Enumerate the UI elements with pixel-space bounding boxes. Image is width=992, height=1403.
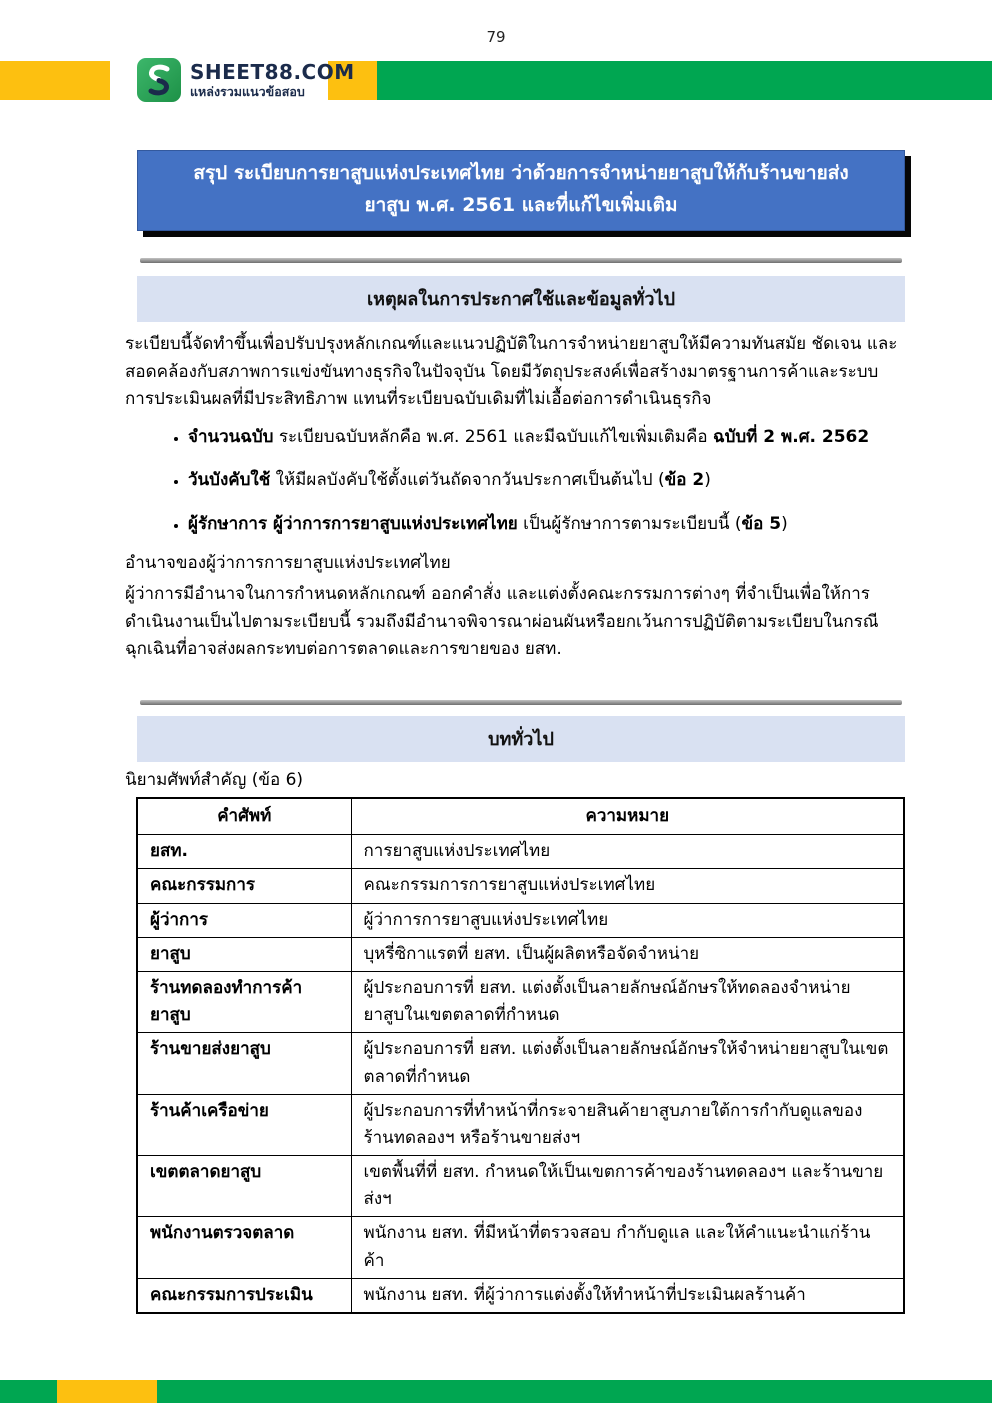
term-cell: ร้านขายส่งยาสูบ: [137, 1033, 351, 1094]
table-row: [137, 937, 904, 971]
term-cell: พนักงานตรวจตลาด: [137, 1217, 351, 1278]
sheet88-logo: [137, 58, 355, 102]
term-cell: ยสท.: [137, 835, 351, 869]
logo-text: [190, 61, 355, 99]
governor-powers-heading: อำนาจของผู้ว่าการการยาสูบแห่งประเทศไทย: [125, 553, 451, 573]
term-cell: ร้านทดลองทำการค้ายาสูบ: [137, 971, 351, 1032]
definition-cell: ผู้ว่าการการยาสูบแห่งประเทศไทย: [351, 903, 904, 937]
table-row: [137, 1033, 904, 1094]
term-cell: เขตตลาดยาสูบ: [137, 1156, 351, 1217]
bullet-item: • ผู้รักษาการ ผู้ว่าการการยาสูบแห่งประเทศไทย เป็นผู้รักษาการตามระเบียบนี้ (ข้อ 5): [188, 511, 918, 537]
sheet88-logo-icon: [137, 58, 181, 102]
definition-cell: พนักงาน ยสท. ที่มีหน้าที่ตรวจสอบ กำกับดูแล และให้คำแนะนำแก่ร้านค้า: [351, 1217, 904, 1278]
page-number: 79: [486, 28, 506, 46]
table-row: [137, 903, 904, 937]
page-footer: [0, 1380, 992, 1403]
header-bar-green-right: [377, 61, 992, 100]
section2-heading: บททั่วไป: [137, 716, 905, 762]
document-title-box: [137, 150, 905, 231]
table-row: [137, 1156, 904, 1217]
document-title-line2: ยาสูบ พ.ศ. 2561 และที่แก้ไขเพิ่มเติม: [364, 194, 678, 217]
footer-bar-green-right: [157, 1380, 992, 1403]
term-cell: ร้านค้าเครือข่าย: [137, 1094, 351, 1155]
definition-cell: พนักงาน ยสท. ที่ผู้ว่าการแต่งตั้งให้ทำหน้าที่ประเมินผลร้านค้า: [351, 1278, 904, 1313]
section1-heading: เหตุผลในการประกาศใช้และข้อมูลทั่วไป: [137, 276, 905, 322]
column-header-term: คำศัพท์: [137, 798, 351, 835]
definition-cell: ผู้ประกอบการที่ ยสท. แต่งตั้งเป็นลายลักษณ์อักษรให้ทดลองจำหน่ายยาสูบในเขตตลาดที่กำหนด: [351, 971, 904, 1032]
definitions-table: [136, 797, 905, 1314]
definition-cell: บุหรี่ซิกาแรตที่ ยสท. เป็นผู้ผลิตหรือจัดจำหน่าย: [351, 937, 904, 971]
table-row: [137, 1094, 904, 1155]
logo-brand-text: SHEET88.COM: [190, 60, 355, 85]
term-cell: คณะกรรมการประเมิน: [137, 1278, 351, 1313]
definition-cell: ผู้ประกอบการที่ทำหน้าที่กระจายสินค้ายาสูบภายใต้การกำกับดูแลของร้านทดลองฯ หรือร้านขายส่งฯ: [351, 1094, 904, 1155]
definitions-table-header-row: [137, 798, 904, 835]
definitions-table-body: [137, 835, 904, 1313]
table-row: [137, 835, 904, 869]
logo-tagline-text: แหล่งรวมแนวข้อสอบ: [190, 84, 305, 100]
definitions-lead: นิยามศัพท์สำคัญ (ข้อ 6): [125, 770, 304, 790]
section1-intro-paragraph: ระเบียบนี้จัดทำขึ้นเพื่อปรับปรุงหลักเกณฑ์และแนวปฏิบัติในการจำหน่ายยาสูบให้มีความทันสมัย ชัดเจน และสอดคล้องกับสภาพการแข่งขันทางธุรกิจในปัจจุบัน โดยมีวัตถุประสงค์เพื่อสร้างมาตรฐานการค้าและระบบการประเมินผลที่มีประสิทธิภาพ แทนที่ระเบียบฉบับเดิมที่ไม่เอื้อต่อการดำเนินธุรกิจ: [125, 334, 898, 410]
term-cell: คณะกรรมการ: [137, 869, 351, 903]
column-header-meaning: ความหมาย: [351, 798, 904, 835]
bullet-item: • จำนวนฉบับ ระเบียบฉบับหลักคือ พ.ศ. 2561 และมีฉบับแก้ไขเพิ่มเติมคือ ฉบับที่ 2 พ.ศ. 2562: [188, 424, 918, 450]
term-cell: ยาสูบ: [137, 937, 351, 971]
table-row: [137, 971, 904, 1032]
definition-cell: คณะกรรมการการยาสูบแห่งประเทศไทย: [351, 869, 904, 903]
header-bar-yellow-left: [0, 61, 110, 100]
table-row: [137, 869, 904, 903]
footer-bar-yellow: [57, 1380, 157, 1403]
definition-cell: เขตพื้นที่ที่ ยสท. กำหนดให้เป็นเขตการค้าของร้านทดลองฯ และร้านขายส่งฯ: [351, 1156, 904, 1217]
section-divider-2: [140, 700, 902, 705]
table-row: [137, 1278, 904, 1313]
bullet-item: • วันบังคับใช้ ให้มีผลบังคับใช้ตั้งแต่วันถัดจากวันประกาศเป็นต้นไป (ข้อ 2): [188, 467, 918, 493]
section-divider-1: [140, 258, 902, 263]
general-bullet-list: [166, 424, 918, 554]
document-title-line1: สรุป ระเบียบการยาสูบแห่งประเทศไทย ว่าด้วยการจำหน่ายยาสูบให้กับร้านขายส่ง: [193, 162, 849, 184]
governor-powers-paragraph: ผู้ว่าการมีอำนาจในการกำหนดหลักเกณฑ์ ออกคำสั่ง และแต่งตั้งคณะกรรมการต่างๆ ที่จำเป็นเพื่อให้การดำเนินงานเป็นไปตามระเบียบนี้ รวมถึงมีอำนาจพิจารณาผ่อนผันหรือยกเว้นการปฏิบัติตามระเบียบในกรณีฉุกเฉินที่อาจส่งผลกระทบต่อการตลาดและการขายของ ยสท.: [125, 584, 879, 660]
table-row: [137, 1217, 904, 1278]
definition-cell: ผู้ประกอบการที่ ยสท. แต่งตั้งเป็นลายลักษณ์อักษรให้จำหน่ายยาสูบในเขตตลาดที่กำหนด: [351, 1033, 904, 1094]
term-cell: ผู้ว่าการ: [137, 903, 351, 937]
definition-cell: การยาสูบแห่งประเทศไทย: [351, 835, 904, 869]
footer-bar-green-left: [0, 1380, 57, 1403]
